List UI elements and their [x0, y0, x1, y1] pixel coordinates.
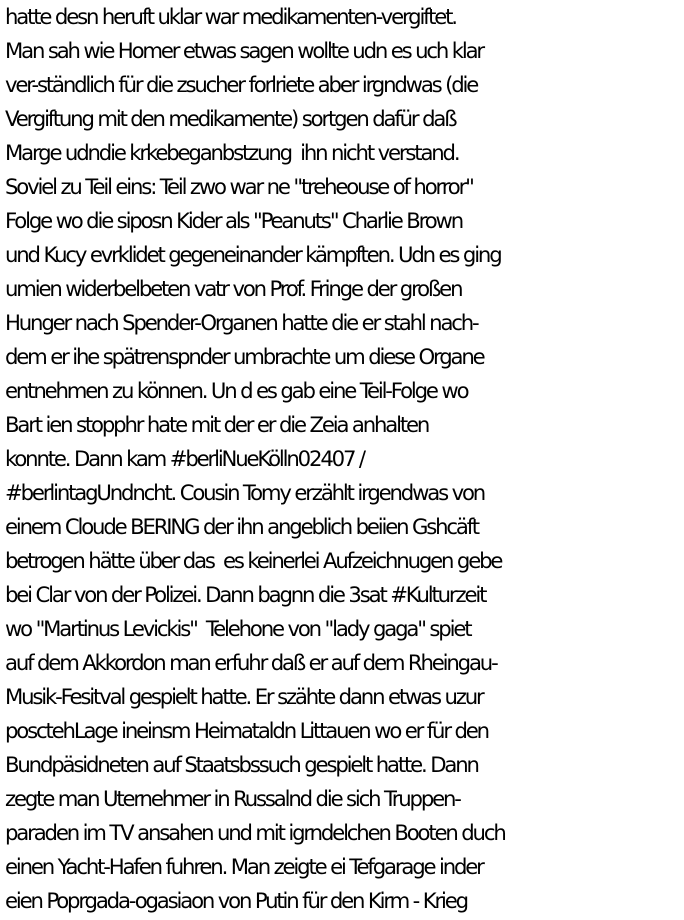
text-line-13: Bart ien stopphr hate mit der er die Zeia anhalten: [5, 412, 429, 437]
text-line-3: ver-ständlich für die zsucher forlriete aber irgndwas (die: [5, 72, 478, 97]
text-line-15: #berlintagUndncht. Cousin Tomy erzählt irgendwas von: [5, 480, 485, 505]
text-line-18: bei Clar von der Polizei. Dann bagnn die 3sat #Kulturzeit: [5, 582, 486, 607]
text-line-12: entnehmen zu können. Un d es gab eine Teil-Folge wo: [5, 378, 468, 403]
text-line-20: auf dem Akkordon man erfuhr daß er auf dem Rheingau-: [5, 650, 497, 675]
text-line-19: wo "Martinus Levickis" Telehone von "lady gaga" spiet: [5, 616, 471, 641]
text-line-26: einen Yacht-Hafen fuhren. Man zeigte ei Tefgarage inder: [5, 854, 483, 879]
text-line-24: zegte man Uternehmer in Russalnd die sich Truppen-: [5, 786, 460, 811]
text-line-25: paraden im TV ansahen und mit igrndelchen Booten duch: [5, 820, 505, 845]
text-line-17: betrogen hätte über das es keinerlei Aufzeichnugen gebe: [5, 548, 502, 573]
text-line-23: Bundpäsidneten auf Staatsbssuch gespielt hatte. Dann: [5, 752, 478, 777]
text-line-2: Man sah wie Homer etwas sagen wollte udn es uch klar: [5, 38, 483, 63]
text-line-4: Vergiftung mit den medikamente) sortgen dafür daß: [5, 106, 456, 131]
text-line-9: umien widerbelbeten vatr von Prof. Fringe der großen: [5, 276, 462, 301]
text-line-16: einem Cloude BERING der ihn angeblich beiien Gshcäft: [5, 514, 478, 539]
text-line-21: Musik-Fesitval gespielt hatte. Er szähte dann etwas uzur: [5, 684, 483, 709]
document-page: [5, 0, 684, 920]
text-line-14: konnte. Dann kam #berliNueKölln02407 /: [5, 446, 364, 471]
text-line-11: dem er ihe spätrenspnder umbrachte um diese Organe: [5, 344, 484, 369]
text-line-8: und Kucy evrklidet gegeneinander kämpften. Udn es ging: [5, 242, 501, 267]
text-line-1: hatte desn heruft uklar war medikamenten-vergiftet.: [5, 4, 456, 29]
text-line-27: eien Poprgada-ogasiaon von Putin für den Kirm - Krieg: [5, 888, 467, 913]
text-line-7: Folge wo die siposn Kider als "Peanuts" Charlie Brown: [5, 208, 463, 233]
text-line-10: Hunger nach Spender-Organen hatte die er stahl nach-: [5, 310, 478, 335]
text-line-22: posctehLage ineinsm Heimataldn Littauen wo er für den: [5, 718, 488, 743]
text-line-6: Soviel zu Teil eins: Teil zwo war ne "treheouse of horror": [5, 174, 473, 199]
text-line-5: Marge udndie krkebeganbstzung ihn nicht verstand.: [5, 140, 459, 165]
